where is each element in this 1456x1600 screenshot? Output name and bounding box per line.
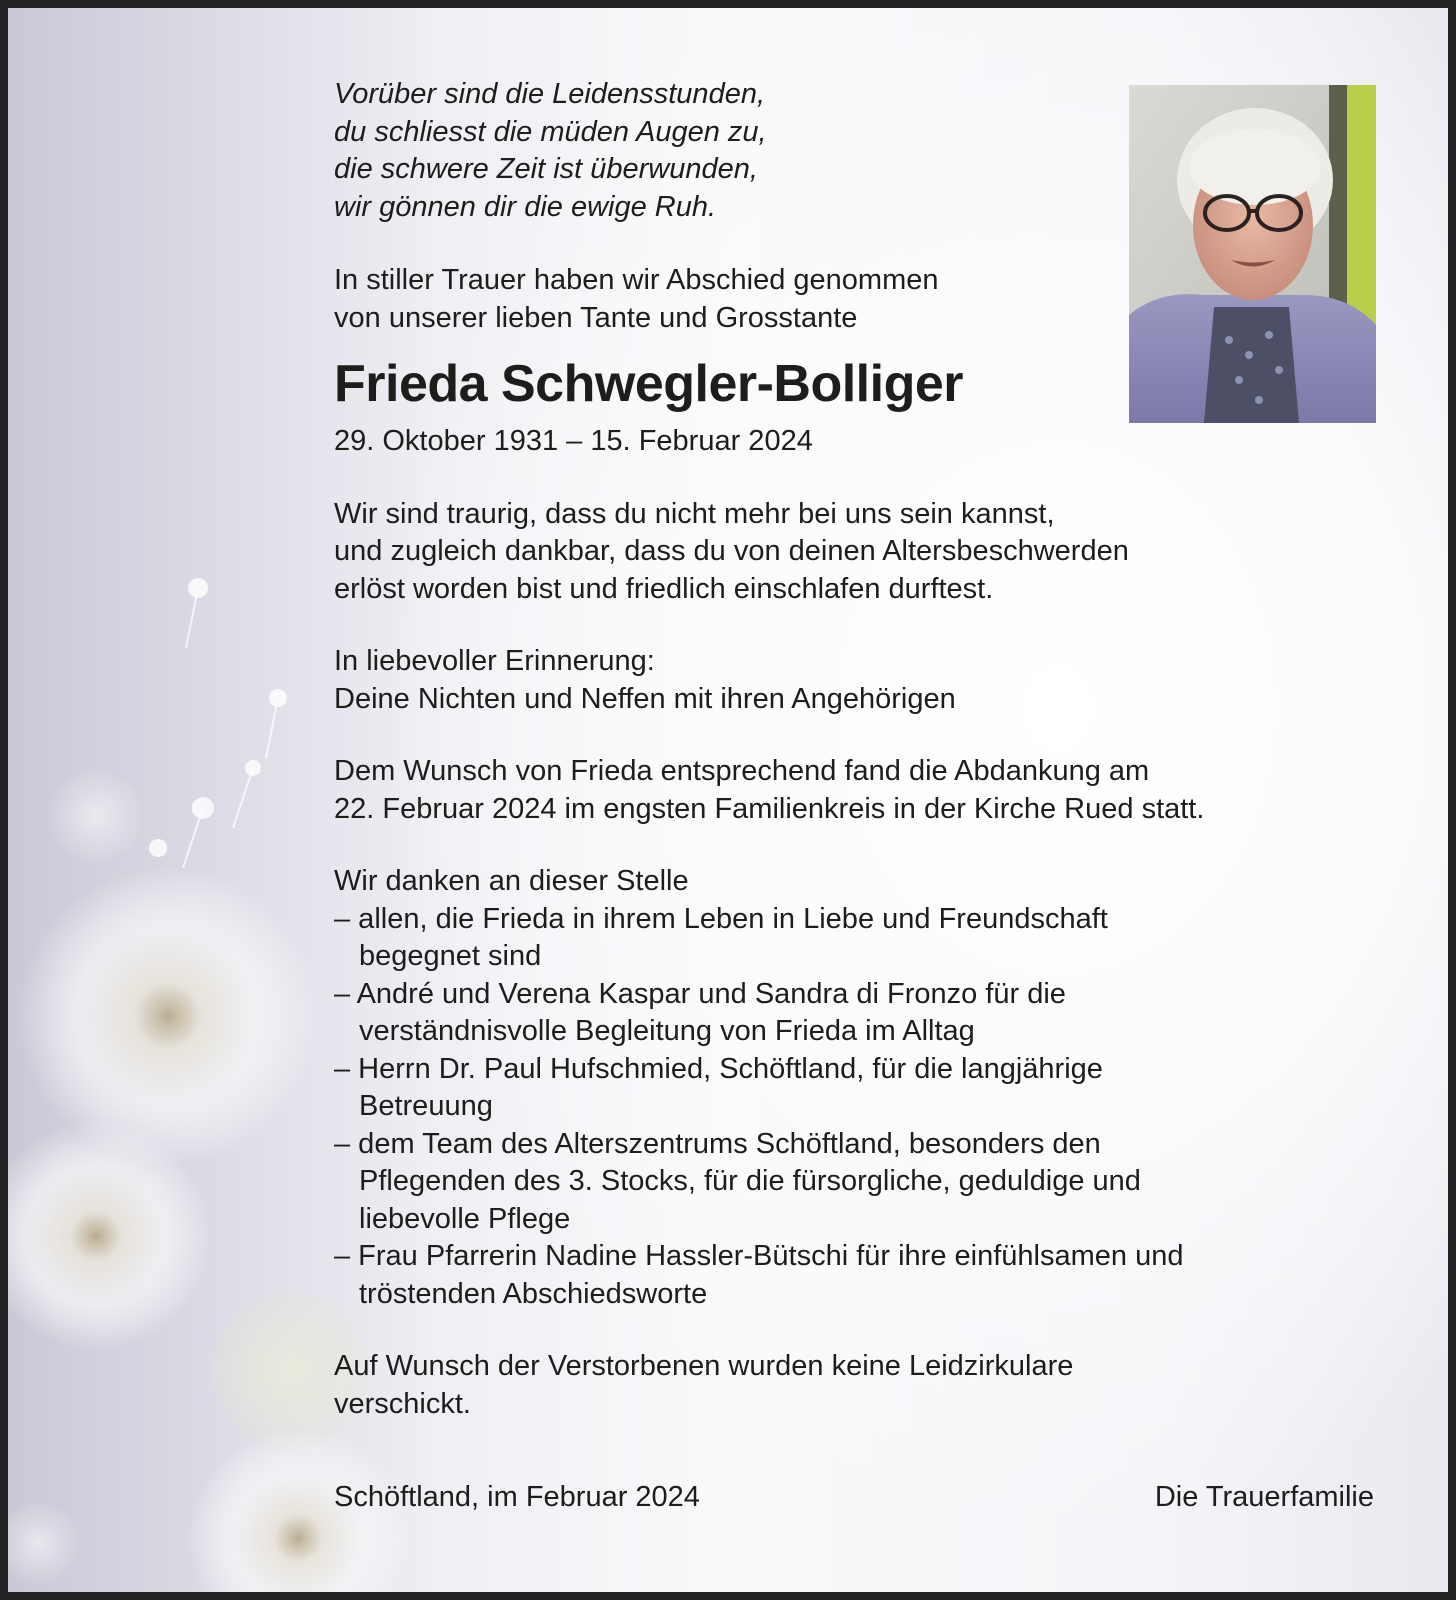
place-date: Schöftland, im Februar 2024 (334, 1481, 700, 1513)
paragraph-line: Dem Wunsch von Frieda entsprechend fand die Abdankung am (334, 755, 1150, 787)
thanks-item (334, 1238, 1374, 1313)
thanks-item-line: – Frau Pfarrerin Nadine Hassler-Bütschi für ihre einfühlsamen und (334, 1240, 1184, 1272)
deceased-name: Frieda Schwegler-Bolliger (334, 355, 963, 413)
paragraph-line: Auf Wunsch der Verstorbenen wurden keine Leidzirkulare (334, 1350, 1074, 1382)
thanks-section (334, 863, 1374, 1313)
thanks-item-line: – Herrn Dr. Paul Hufschmied, Schöftland, für die langjährige (334, 1052, 1103, 1085)
thanks-item-line: tröstenden Abschiedsworte (359, 1277, 708, 1310)
life-dates: 29. Oktober 1931 – 15. Februar 2024 (334, 425, 813, 457)
paragraph-line: Wir sind traurig, dass du nicht mehr bei uns sein kannst, (334, 497, 1055, 530)
thanks-item-line: Pflegenden des 3. Stocks, für die fürsorgliche, geduldige und (359, 1165, 1141, 1197)
intro-line: von unserer lieben Tante und Grosstante (334, 301, 858, 334)
thanks-item-line: – André und Verena Kaspar und Sandra di Fronzo für die (334, 977, 1066, 1010)
paragraph-line: In liebevoller Erinnerung: (334, 645, 655, 677)
sadness-paragraph (334, 496, 1374, 609)
thanks-item (334, 1051, 1374, 1126)
signature: Die Trauerfamilie (1154, 1481, 1374, 1513)
footer (334, 1479, 1374, 1516)
thanks-intro: Wir danken an dieser Stelle (334, 865, 689, 897)
thanks-item-line: Betreuung (359, 1090, 493, 1122)
portrait-photo (1129, 85, 1376, 423)
thanks-item-line: – allen, die Frieda in ihrem Leben in Liebe und Freundschaft (334, 902, 1108, 935)
thanks-item (334, 976, 1374, 1051)
circular-note (334, 1348, 1374, 1423)
thanks-item-line: begegnet sind (359, 940, 542, 972)
thanks-item-line: verständnisvolle Begleitung von Frieda im Alltag (359, 1015, 975, 1047)
paragraph-line: verschickt. (334, 1387, 471, 1420)
thanks-item-line: liebevolle Pflege (359, 1202, 571, 1235)
paragraph-line: und zugleich dankbar, dass du von deinen Altersbeschwerden (334, 535, 1129, 567)
paragraph-line: 22. Februar 2024 im engsten Familienkreis in der Kirche Rued statt. (334, 792, 1205, 825)
thanks-item (334, 901, 1374, 976)
poem-line: wir gönnen dir die ewige Ruh. (334, 190, 717, 223)
poem-line: die schwere Zeit ist überwunden, (334, 153, 758, 185)
paragraph-line: Deine Nichten und Neffen mit ihren Angehörigen (334, 682, 956, 715)
memory-paragraph (334, 643, 1374, 718)
intro-line: In stiller Trauer haben wir Abschied genommen (334, 264, 939, 296)
thanks-item (334, 1126, 1374, 1239)
paragraph-line: erlöst worden bist und friedlich einschlafen durftest. (334, 572, 994, 605)
poem-line: du schliesst die müden Augen zu, (334, 115, 767, 148)
poem-line: Vorüber sind die Leidensstunden, (334, 78, 766, 110)
funeral-paragraph (334, 753, 1374, 828)
thanks-item-line: – dem Team des Alterszentrums Schöftland, besonders den (334, 1127, 1101, 1160)
